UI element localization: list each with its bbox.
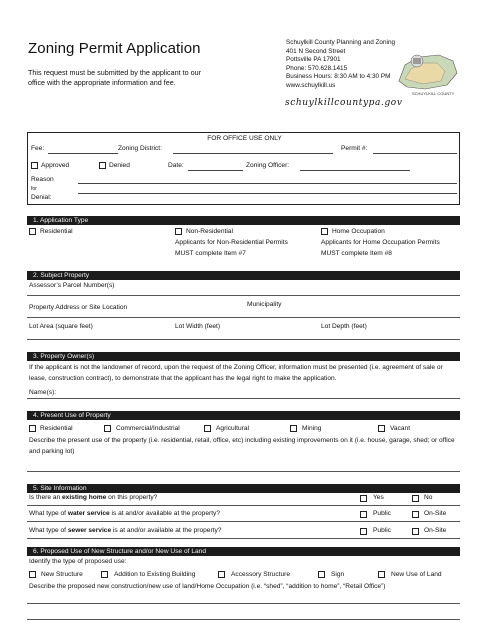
office-use-box [27, 132, 460, 205]
lot-width-label: Lot Width (feet) [175, 323, 221, 330]
home-occupation-label: Home Occupation [332, 228, 385, 235]
handwritten-website: schuylkillcountypa.gov [285, 98, 403, 108]
approved-checkbox[interactable] [31, 162, 38, 169]
map-caption: SCHUYLKILL COUNTY [412, 91, 455, 96]
accessory-structure-checkbox[interactable] [218, 571, 225, 578]
section-4-title: 4. Present Use of Property [33, 412, 111, 419]
home-occupation-checkbox[interactable] [321, 228, 328, 235]
section-2-title: 2. Subject Property [33, 272, 90, 279]
divider [27, 521, 460, 522]
permit-field[interactable] [373, 153, 457, 154]
office-address [286, 39, 395, 91]
intro-text: This request must be submitted by the applicant to our office with the appropriate information and fee. [28, 68, 201, 87]
non-residential-label: Non-Residential [186, 228, 233, 235]
fee-field[interactable] [48, 153, 118, 154]
property-address-label: Property Address or Site Location [29, 304, 128, 311]
section-1-header [27, 216, 460, 225]
no-label: No [424, 494, 433, 501]
new-use-label: New Use of Land [391, 571, 442, 578]
section-3-header [27, 352, 460, 361]
new-structure-checkbox[interactable] [29, 571, 36, 578]
proposed-use-field-1[interactable] [27, 603, 460, 604]
lot-dimensions-field[interactable] [27, 339, 460, 340]
sign-checkbox[interactable] [318, 571, 325, 578]
onsite-label: On-Site [424, 527, 447, 534]
lot-area-label: Lot Area (square feet) [29, 323, 93, 330]
addition-checkbox[interactable] [101, 571, 108, 578]
new-structure-label: New Structure [41, 571, 83, 578]
form-title: Zoning Permit Application [28, 40, 201, 57]
zoning-officer-label: Zoning Officer: [246, 162, 290, 169]
municipality-label: Municipality [247, 301, 282, 308]
proposed-use-instructions: Describe the proposed new construction/new use of land/Home Occupation (i.e. “shed”, “addition to home”, “Retail Office”) [29, 583, 386, 590]
non-residential-note: Applicants for Non-Residential Permits [175, 239, 288, 246]
owner-names-field[interactable] [27, 398, 460, 399]
sewer-public-checkbox[interactable] [360, 528, 367, 535]
divider [27, 505, 460, 506]
property-address-field[interactable] [27, 317, 460, 318]
existing-home-no-checkbox[interactable] [412, 495, 419, 502]
address-line: Schuylkill County Planning and Zoning [286, 39, 396, 46]
zoning-district-label: Zoning District: [118, 145, 162, 152]
agricultural-label: Agricultural [216, 425, 249, 432]
parcel-number-field[interactable] [27, 295, 460, 296]
sewer-onsite-checkbox[interactable] [412, 528, 419, 535]
vacant-label: Vacant [390, 425, 411, 432]
denial-label: Denial: [31, 194, 52, 201]
existing-home-yes-checkbox[interactable] [360, 495, 367, 502]
section-5-header [27, 484, 460, 493]
mining-label: Mining [302, 425, 322, 432]
section-6-header [27, 547, 460, 556]
present-use-field[interactable] [27, 471, 460, 472]
identify-use-label: Identify the type of proposed use: [29, 558, 127, 565]
section-3-title: 3. Property Owner(s) [33, 353, 95, 360]
existing-home-question: Is there an existing home on this property? [29, 494, 158, 501]
section-6-title: 6. Proposed Use of New Structure and/or New Use of Land [33, 548, 206, 555]
approved-label: Approved [41, 162, 70, 169]
address-line: www.schuylkill.us [286, 81, 336, 89]
date-field[interactable] [188, 170, 243, 171]
water-onsite-checkbox[interactable] [412, 511, 419, 518]
proposed-use-field-2[interactable] [27, 619, 460, 620]
zoning-district-field[interactable] [173, 153, 333, 154]
address-line: Business Hours: 8:30 AM to 4:30 PM [286, 73, 391, 81]
present-use-instructions: Describe the present use of the property (i.e. residential, retail, office, etc) including existing improvements on it (i.e. house, garage, shed; or office and parking lot) [29, 437, 455, 455]
denied-label: Denied [109, 162, 130, 169]
agricultural-checkbox[interactable] [204, 425, 211, 432]
owner-instructions: If the applicant is not the landowner of record, upon the request of the Zoning Officer, information must be presented (i.e. agreement of sale or lease, construction contract), to demonstrate that the applicant has the legal right to make the application. [29, 364, 443, 382]
divider [27, 538, 460, 539]
residential-checkbox[interactable] [29, 228, 36, 235]
present-residential-checkbox[interactable] [29, 425, 36, 432]
addition-label: Addition to Existing Building [114, 571, 196, 578]
water-service-question: What type of water service is at and/or available at the property? [29, 510, 220, 517]
reason-label: Reason [31, 176, 54, 183]
reason-field-2[interactable] [78, 193, 457, 194]
home-occupation-note: Applicants for Home Occupation Permits [321, 239, 440, 246]
permit-label: Permit #: [341, 145, 368, 152]
non-residential-checkbox[interactable] [175, 228, 182, 235]
address-line: Phone: 570.628.1415 [286, 64, 348, 72]
mining-checkbox[interactable] [290, 425, 297, 432]
home-occupation-requirement: MUST complete Item #8 [321, 250, 392, 257]
address-line: 401 N Second Street [286, 47, 346, 55]
new-use-checkbox[interactable] [378, 571, 385, 578]
yes-label: Yes [373, 494, 384, 501]
for-label: for [31, 186, 37, 192]
residential-label: Residential [40, 228, 73, 235]
sewer-service-question: What type of sewer service is at and/or available at the property? [29, 527, 222, 534]
reason-field-1[interactable] [78, 183, 457, 184]
office-use-title: FOR OFFICE USE ONLY [207, 135, 282, 142]
commercial-checkbox[interactable] [104, 425, 111, 432]
fee-label: Fee: [31, 145, 45, 152]
commercial-label: Commercial/Industrial [116, 425, 180, 432]
sign-label: Sign [331, 571, 345, 578]
public-label: Public [373, 510, 391, 517]
non-residential-requirement: MUST complete Item #7 [175, 250, 246, 257]
county-map-icon [395, 51, 459, 91]
water-public-checkbox[interactable] [360, 511, 367, 518]
owner-names-label: Name(s): [29, 389, 57, 396]
section-2-header [27, 271, 460, 280]
parcel-number-label: Assessor’s Parcel Number(s) [29, 282, 115, 289]
section-1-title: 1. Application Type [33, 217, 89, 224]
accessory-structure-label: Accessory Structure [231, 571, 290, 578]
vacant-checkbox[interactable] [378, 425, 385, 432]
zoning-officer-field[interactable] [300, 170, 410, 171]
public-label: Public [373, 527, 391, 534]
section-4-header [27, 411, 460, 420]
lot-depth-label: Lot Depth (feet) [321, 323, 367, 330]
onsite-label: On-Site [424, 510, 447, 517]
denied-checkbox[interactable] [99, 162, 106, 169]
date-label: Date: [168, 162, 184, 169]
address-line: Pottsville PA 17901 [286, 56, 341, 64]
present-residential-label: Residential [40, 425, 73, 432]
section-5-title: 5. Site Information [33, 485, 87, 492]
